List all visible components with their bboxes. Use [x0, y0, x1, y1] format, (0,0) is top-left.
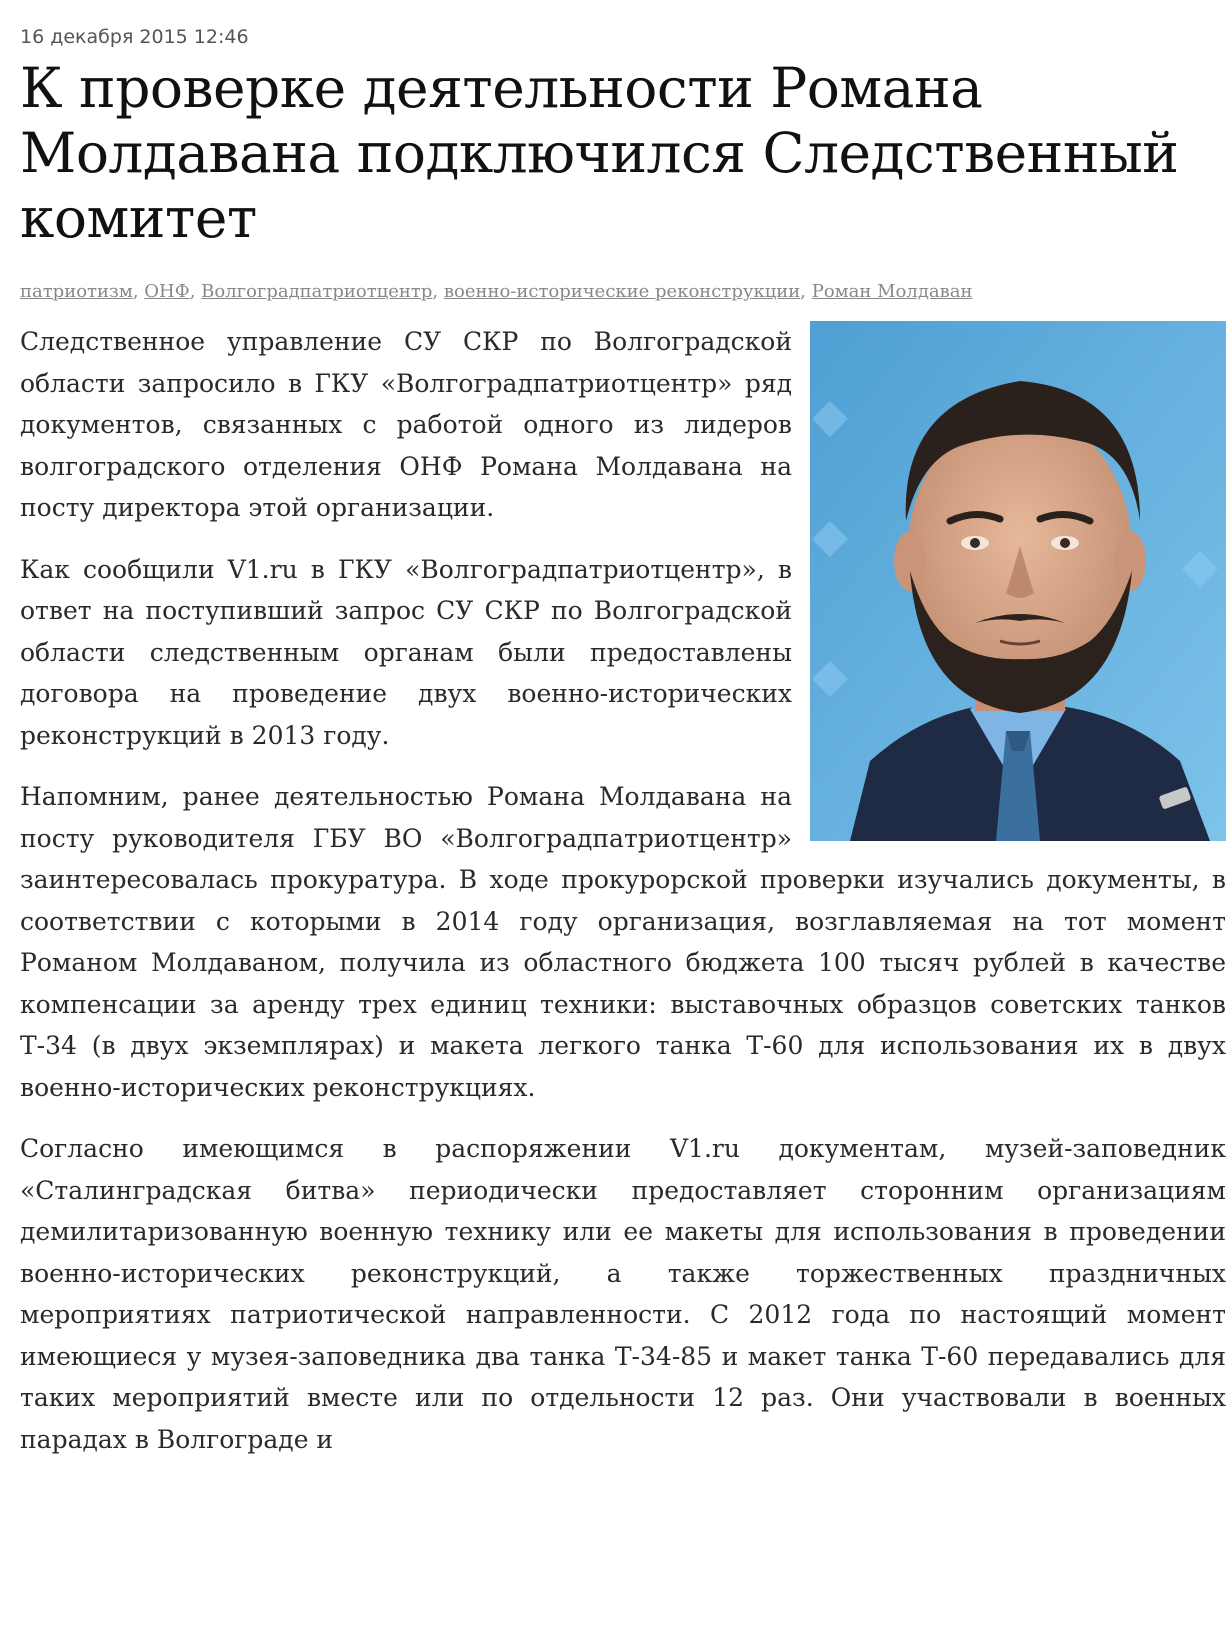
article-paragraph: Напомним, ранее деятельностью Романа Молдавана на посту руководителя ГБУ ВО «Волгоградпатриотцентр» заинтересовалась прокуратура. В ходе прокурорской проверки изучались документы, в соответствии с которыми в 2014 году организация, возглавляемая на тот момент Романом Молдаваном, получила из областного бюджета 100 тысяч рублей в качестве компенсации за аренду трех единиц техники: выставочных образцов советских танков Т-34 (в двух экземплярах) и макета легкого танка Т-60 для использования их в двух военно-исторических реконструкциях.: [20, 782, 1226, 1102]
tag-separator: ,: [432, 281, 444, 302]
tag-list: [20, 277, 1226, 307]
tag-separator: ,: [800, 281, 812, 302]
article-paragraph: Как сообщили V1.ru в ГКУ «Волгоградпатриотцентр», в ответ на поступивший запрос СУ СКР по Волгоградской области следственным органам были предоставлены договора на проведение двух военно-исторических реконструкций в 2013 году.: [20, 554, 792, 750]
article-paragraph: Согласно имеющимся в распоряжении V1.ru документам, музей-заповедник «Сталинградская битва» периодически предоставляет сторонним организациям демилитаризованную военную технику или ее макеты для использования в проведении военно-исторических реконструкций, а также торжественных праздничных мероприятиях патриотической направленности. С 2012 года по настоящий момент имеющиеся у музея-заповедника два танка Т-34-85 и макет танка Т-60 передавались для таких мероприятий вместе или по отдельности 12 раз. Они участвовали в военных парадах в Волгограде и: [20, 1134, 1226, 1454]
article-body: [20, 321, 1226, 1460]
tag-link[interactable]: Волгоградпатриотцентр: [201, 281, 433, 302]
portrait-illustration: [810, 321, 1226, 841]
article-paragraph: Следственное управление СУ СКР по Волгоградской области запросило в ГКУ «Волгоградпатриотцентр» ряд документов, связанных с работой одного из лидеров волгоградского отделения ОНФ Романа Молдавана на посту директора этой организации.: [20, 327, 792, 522]
tag-separator: ,: [132, 281, 145, 302]
article-title: К проверке деятельности Романа Молдавана подключился Следственный комитет: [20, 56, 1179, 250]
article-photo: [810, 321, 1226, 841]
publish-date: 16 декабря 2015 12:46: [20, 26, 249, 48]
tag-link[interactable]: патриотизм: [20, 281, 133, 302]
tag-separator: ,: [189, 281, 202, 302]
tag-link[interactable]: военно-исторические реконструкции: [443, 281, 801, 302]
tag-link[interactable]: Роман Молдаван: [811, 281, 973, 302]
tag-link[interactable]: ОНФ: [144, 281, 190, 302]
article-page: [20, 0, 1226, 1480]
